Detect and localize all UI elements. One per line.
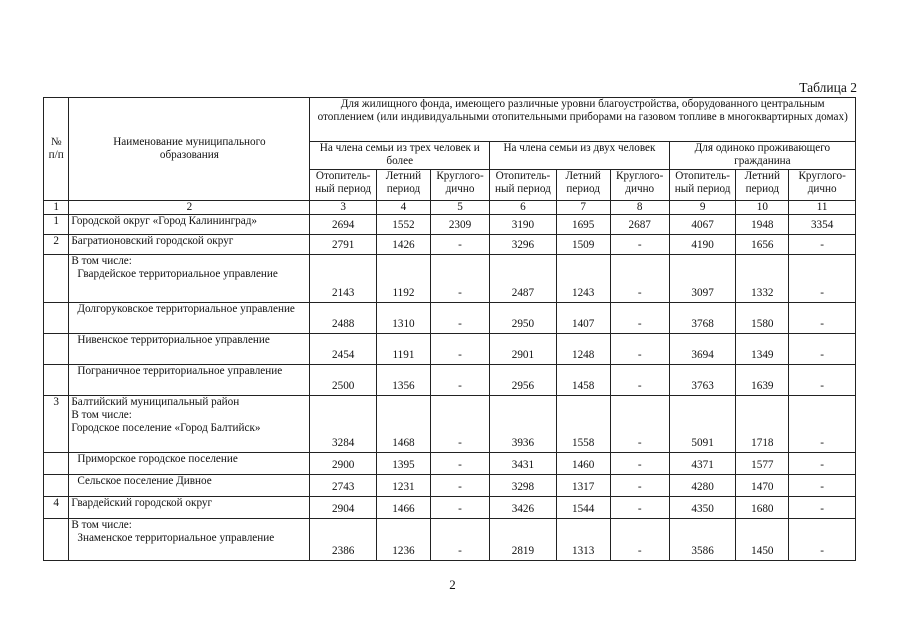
row-number <box>44 475 69 497</box>
row-number: 2 <box>44 235 69 255</box>
column-number: 10 <box>736 201 789 215</box>
value-cell: 1468 <box>377 396 431 453</box>
value-cell: 1577 <box>736 453 789 475</box>
value-cell: - <box>789 453 856 475</box>
value-cell: 3426 <box>490 497 557 519</box>
value-cell: 1466 <box>377 497 431 519</box>
value-cell: 3097 <box>669 255 736 303</box>
row-number: 4 <box>44 497 69 519</box>
name-text: Приморское городское поселение <box>77 453 238 465</box>
value-cell: 1407 <box>556 303 610 334</box>
header-group-single: Для одиноко проживающего гражданина <box>669 142 855 170</box>
municipality-name <box>69 303 310 334</box>
municipality-name <box>69 365 310 396</box>
column-number: 9 <box>669 201 736 215</box>
section-label: Балтийский муниципальный район <box>71 396 240 408</box>
column-number: 6 <box>490 201 557 215</box>
value-cell: - <box>430 497 489 519</box>
value-cell: 1450 <box>736 519 789 561</box>
value-cell: 3936 <box>490 396 557 453</box>
page-number: 2 <box>449 577 456 592</box>
name-text: Знаменское территориальное управление <box>77 532 275 544</box>
value-cell: - <box>789 475 856 497</box>
municipality-name <box>69 396 310 453</box>
value-cell: - <box>610 334 669 365</box>
value-cell: 1349 <box>736 334 789 365</box>
name-text: Гвардейский городской округ <box>71 497 213 509</box>
value-cell: 1248 <box>556 334 610 365</box>
column-number: 7 <box>556 201 610 215</box>
value-cell: 2454 <box>310 334 377 365</box>
value-cell: 3586 <box>669 519 736 561</box>
row-number <box>44 453 69 475</box>
value-cell: 3431 <box>490 453 557 475</box>
value-cell: 2694 <box>310 215 377 235</box>
value-cell: - <box>610 497 669 519</box>
table-row <box>44 303 856 334</box>
name-text: Пограничное территориальное управление <box>77 365 283 377</box>
value-cell: - <box>789 497 856 519</box>
name-text: Гвардейское территориальное управление <box>77 268 278 280</box>
value-cell: - <box>430 365 489 396</box>
subheader-cell: Летний период <box>377 170 431 201</box>
value-cell: 1544 <box>556 497 610 519</box>
table-row <box>44 396 856 453</box>
value-cell: 4280 <box>669 475 736 497</box>
value-cell: - <box>430 453 489 475</box>
header-group-three: На члена семьи из трех человек и более <box>310 142 490 170</box>
section-label: В том числе: <box>71 519 132 531</box>
municipality-name <box>69 475 310 497</box>
name-text: Долгоруковское территориальное управление <box>77 303 295 315</box>
municipality-name <box>69 215 310 235</box>
subheader-cell: Круглого-дично <box>789 170 856 201</box>
value-cell: 4190 <box>669 235 736 255</box>
row-number <box>44 519 69 561</box>
value-cell: - <box>610 396 669 453</box>
value-cell: 1680 <box>736 497 789 519</box>
value-cell: - <box>610 453 669 475</box>
value-cell: 1395 <box>377 453 431 475</box>
value-cell: - <box>789 303 856 334</box>
value-cell: 1509 <box>556 235 610 255</box>
column-number: 3 <box>310 201 377 215</box>
subheader-cell: Круглого-дично <box>430 170 489 201</box>
value-cell: - <box>430 475 489 497</box>
name-text: Городское поселение «Город Балтийск» <box>71 422 261 434</box>
value-cell: 3298 <box>490 475 557 497</box>
row-number <box>44 334 69 365</box>
value-cell: 1458 <box>556 365 610 396</box>
municipality-name <box>69 519 310 561</box>
table-row <box>44 235 856 255</box>
subheader-cell: Летний период <box>556 170 610 201</box>
value-cell: - <box>789 365 856 396</box>
value-cell: 1656 <box>736 235 789 255</box>
value-cell: - <box>430 396 489 453</box>
row-number: 1 <box>44 215 69 235</box>
municipality-name <box>69 255 310 303</box>
subheader-cell: Отопитель-ный период <box>490 170 557 201</box>
value-cell: - <box>789 235 856 255</box>
header-group-two: На члена семьи из двух человек <box>490 142 670 170</box>
value-cell: 1470 <box>736 475 789 497</box>
name-text: Багратионовский городской округ <box>71 235 234 247</box>
value-cell: 2487 <box>490 255 557 303</box>
value-cell: - <box>610 235 669 255</box>
value-cell: - <box>789 519 856 561</box>
value-cell: - <box>430 235 489 255</box>
value-cell: 1313 <box>556 519 610 561</box>
section-label: В том числе: <box>71 255 132 267</box>
value-cell: 1580 <box>736 303 789 334</box>
value-cell: 1191 <box>377 334 431 365</box>
value-cell: 2901 <box>490 334 557 365</box>
value-cell: 3190 <box>490 215 557 235</box>
value-cell: 1695 <box>556 215 610 235</box>
value-cell: 1236 <box>377 519 431 561</box>
value-cell: 2500 <box>310 365 377 396</box>
value-cell: - <box>610 303 669 334</box>
section-label: В том числе: <box>71 409 132 421</box>
value-cell: - <box>610 519 669 561</box>
value-cell: 2956 <box>490 365 557 396</box>
value-cell: 4067 <box>669 215 736 235</box>
value-cell: - <box>430 519 489 561</box>
table-row <box>44 475 856 497</box>
value-cell: 4350 <box>669 497 736 519</box>
row-number: 3 <box>44 396 69 453</box>
row-number <box>44 303 69 334</box>
tariff-table <box>43 97 856 561</box>
value-cell: - <box>610 365 669 396</box>
value-cell: 3296 <box>490 235 557 255</box>
value-cell: 1558 <box>556 396 610 453</box>
table-row <box>44 519 856 561</box>
header-main-group: Для жилищного фонда, имеющего различные уровни благоустройства, оборудованного центральным отоплением (или индивидуальными отопительными приборами на газовом топливе в многоквартирных домах) <box>310 98 856 142</box>
value-cell: 1332 <box>736 255 789 303</box>
municipality-name <box>69 334 310 365</box>
value-cell: 1317 <box>556 475 610 497</box>
value-cell: - <box>789 255 856 303</box>
header-no: № п/п <box>44 98 69 201</box>
table-row <box>44 334 856 365</box>
column-number: 11 <box>789 201 856 215</box>
subheader-cell: Круглого-дично <box>610 170 669 201</box>
value-cell: 3763 <box>669 365 736 396</box>
value-cell: - <box>789 334 856 365</box>
value-cell: 2904 <box>310 497 377 519</box>
value-cell: 1356 <box>377 365 431 396</box>
column-number: 5 <box>430 201 489 215</box>
municipality-name <box>69 497 310 519</box>
value-cell: 3768 <box>669 303 736 334</box>
value-cell: 1460 <box>556 453 610 475</box>
value-cell: 1243 <box>556 255 610 303</box>
value-cell: - <box>789 396 856 453</box>
table-row <box>44 365 856 396</box>
municipality-name <box>69 235 310 255</box>
value-cell: 2309 <box>430 215 489 235</box>
value-cell: 2791 <box>310 235 377 255</box>
column-number: 2 <box>69 201 310 215</box>
value-cell: 2143 <box>310 255 377 303</box>
name-text: Городской округ «Город Калининград» <box>71 215 258 227</box>
value-cell: 1552 <box>377 215 431 235</box>
subheader-cell: Летний период <box>736 170 789 201</box>
table-row <box>44 215 856 235</box>
value-cell: - <box>430 255 489 303</box>
value-cell: 3354 <box>789 215 856 235</box>
table-row <box>44 453 856 475</box>
row-number <box>44 365 69 396</box>
subheader-cell: Отопитель-ный период <box>310 170 377 201</box>
column-number: 4 <box>377 201 431 215</box>
value-cell: 2819 <box>490 519 557 561</box>
table-row <box>44 497 856 519</box>
value-cell: 1310 <box>377 303 431 334</box>
value-cell: - <box>610 475 669 497</box>
table-caption: Таблица 2 <box>799 80 857 95</box>
subheader-cell: Отопитель-ный период <box>669 170 736 201</box>
row-number <box>44 255 69 303</box>
value-cell: 1426 <box>377 235 431 255</box>
column-number: 1 <box>44 201 69 215</box>
value-cell: 3694 <box>669 334 736 365</box>
header-name: Наименование муниципального образования <box>69 98 310 201</box>
value-cell: 4371 <box>669 453 736 475</box>
value-cell: 1639 <box>736 365 789 396</box>
value-cell: - <box>430 334 489 365</box>
value-cell: 2386 <box>310 519 377 561</box>
value-cell: 1948 <box>736 215 789 235</box>
column-number: 8 <box>610 201 669 215</box>
name-text: Нивенское территориальное управление <box>77 334 270 346</box>
value-cell: 5091 <box>669 396 736 453</box>
value-cell: 2743 <box>310 475 377 497</box>
value-cell: 2687 <box>610 215 669 235</box>
value-cell: 2900 <box>310 453 377 475</box>
value-cell: 1718 <box>736 396 789 453</box>
name-text: Сельское поселение Дивное <box>77 475 212 487</box>
value-cell: 1192 <box>377 255 431 303</box>
value-cell: 2950 <box>490 303 557 334</box>
municipality-name <box>69 453 310 475</box>
value-cell: - <box>610 255 669 303</box>
value-cell: 2488 <box>310 303 377 334</box>
value-cell: 1231 <box>377 475 431 497</box>
value-cell: 3284 <box>310 396 377 453</box>
value-cell: - <box>430 303 489 334</box>
table-row <box>44 255 856 303</box>
